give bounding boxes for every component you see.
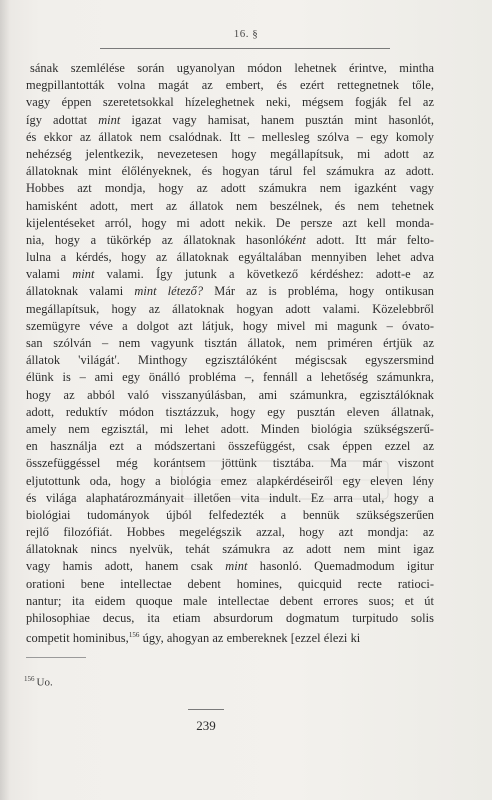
text-line: állatoknak valami mint létező? Már az is probléma, hogy ontikusan	[26, 284, 434, 299]
text-line: amely nem egzisztál, mi lehet adott. Minden biológia szükségszerű-	[26, 421, 434, 436]
text-line: nia, hogy a tükörkép az állatoknak hasonlóként adott. Itt már felto-	[26, 232, 434, 247]
footnote-number: 156	[24, 675, 35, 683]
text-line: így adottat mint igazat vagy hamisat, hanem pusztán mint hasonlót,	[26, 112, 434, 127]
text-line: vagy éppen szeretetsokkal hízeleghetnek neki, mégsem fogják fel az	[26, 95, 434, 110]
text-line: hogy az abból való visszanyúlásban, ami számunkra, egzisztálóknak	[26, 387, 434, 402]
running-head: 16. §	[233, 28, 259, 40]
text-line: összefüggéssel még korántsem jöttünk tisztába. Ma már viszont	[26, 456, 434, 471]
text-line: megállapítsuk, hogy az állatoknak hogyan adott valami. Közelebbről	[26, 301, 434, 316]
italic-emphasis: mint létező?	[134, 284, 204, 299]
text-line: állatoknak mint élőlényeknek, és hogyan tárul fel számukra az adott.	[26, 164, 434, 179]
italic-emphasis: mint	[225, 559, 248, 574]
text-line: lulna a kérdés, hogy az állatoknak egyáltalában mennyiben lehet adva	[26, 250, 434, 265]
text-line: valami mint valami. Így jutunk a következő kérdéshez: adott-e az	[26, 267, 434, 282]
page-number: 239	[196, 718, 216, 733]
text-line: orationi bene intellectae debent homines, quicquid recte ratioci-	[26, 576, 434, 591]
italic-emphasis: mint	[98, 112, 121, 127]
text-line: philosophiae decus, ita etiam absurdorum dogmatum turpitudo solis	[26, 611, 434, 625]
text-line: vagy hamis adott, hanem csak mint hasonló. Quemadmodum igitur	[26, 559, 434, 574]
body-text	[26, 60, 434, 644]
text-line: megpillantották volna magát az embert, és ezért rettegnetnek tőle,	[26, 78, 434, 93]
text-line: eljutottunk oda, hogy a biológia emez alapkérdéseiről egy eleven lény	[26, 473, 434, 488]
text-line: san szólván – nem vagyunk tisztán állatok, nem priméren értjük az	[26, 336, 434, 350]
page-number-rule	[188, 709, 224, 710]
text-line: szemügyre véve a dolgot azt látjuk, hogy mivel mi magunk – óvato-	[26, 318, 434, 333]
text-line: és ekkor az állatok nem csalódnak. Itt – mellesleg szólva – egy komoly	[26, 129, 434, 144]
text-line: hamisként adott, mert az állatok nem beszélnek, és nem tehetnek	[26, 198, 434, 213]
header-rule	[100, 48, 390, 49]
text-line: nantur; ita eidem quoque male intellectae debent errores suos; et út	[26, 593, 434, 608]
text-line: Hobbes azt mondja, hogy az adott számukra nem igazként vagy	[26, 181, 434, 196]
footnote-rule	[26, 657, 86, 658]
spine-shadow	[0, 0, 10, 800]
text-line: és világa alaphatározmányait illetően vita indult. Ez arra utal, hogy a	[26, 490, 434, 505]
library-stamp-watermark	[180, 455, 390, 505]
footnote	[24, 675, 53, 689]
text-line: adott, reduktív módon tisztázzuk, hogy egy pusztán eleven állatnak,	[26, 404, 434, 419]
text-line: állatok 'világát'. Minthogy egzisztálóként mégiscsak egyszersmind	[26, 353, 434, 368]
footnote-text: Uo.	[36, 676, 53, 689]
text-line: nehézség jelentkezik, nevezetesen hogy megállapítsuk, mi adott az	[26, 146, 434, 161]
text-line: competit hominibus,$^{156}$ úgy, ahogyan az embereknek [ezzel élezi ki	[26, 631, 361, 646]
text-line: rejlő filozófiát. Hobbes megelégszik azzal, hogy azt mondja: az	[26, 525, 434, 540]
text-line: en használja ezt a módszertani összefüggést, csak éppen ezzel az	[26, 439, 434, 454]
italic-emphasis: ként	[284, 232, 306, 247]
text-line: élünk is – ami egy önálló probléma –, fennáll a lehetőség számunkra,	[26, 370, 434, 385]
italic-emphasis: mint	[72, 267, 95, 282]
text-line: kijelentéseket arról, hogy mi adott nekik. De persze azt kell monda-	[26, 215, 434, 230]
text-line: biológiai tudományok újból felfedezték a bennük szükségszerűen	[26, 507, 434, 522]
text-line: állatoknak nincs nyelvük, tehát számukra az adott nem mint igaz	[26, 542, 434, 557]
footnote-marker: 156	[128, 631, 140, 640]
text-line: sának szemlélése során ugyanolyan módon lehetnek érintve, mintha	[30, 61, 434, 75]
